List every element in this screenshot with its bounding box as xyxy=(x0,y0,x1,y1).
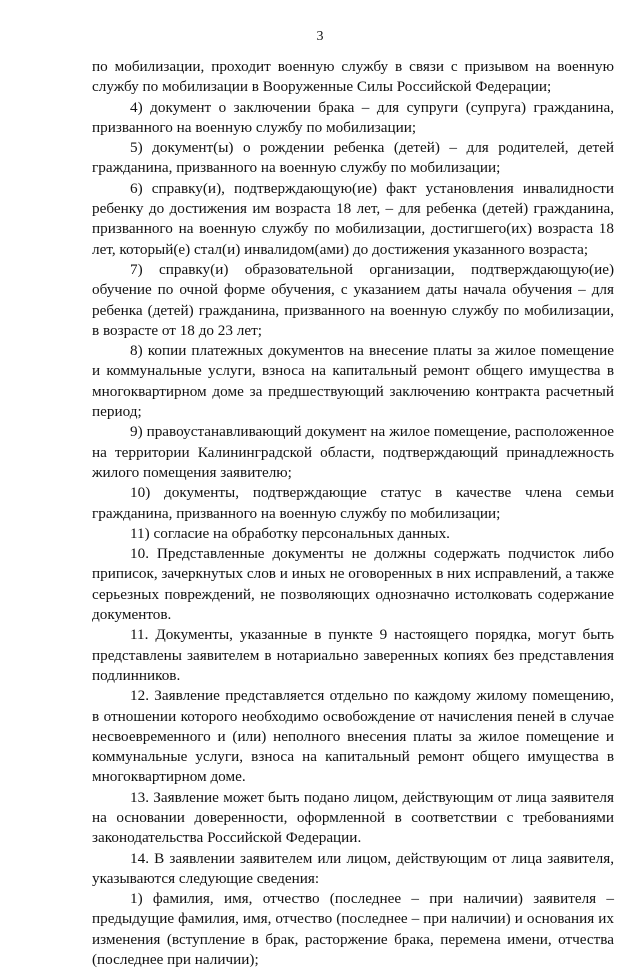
paragraph: 12. Заявление представляется отдельно по каждому жилому помещению, в отношении которого необходимо освобождение от начисления пеней в случае несвоевременного и (или) неполного внесения платы за жилое помещение и коммунальные услуги, взноса на капитальный ремонт общего имущества в многоквартирном доме. xyxy=(92,687,614,786)
paragraph: 7) справку(и) образовательной организации, подтверждающую(ие) обучение по очной форме обучения, с указанием даты начала обучения – для ребенка (детей) гражданина, призванного на военную службу по мобилизации, в возрасте от 18 до 23 лет; xyxy=(92,260,614,339)
paragraph: 8) копии платежных документов на внесение платы за жилое помещение и коммунальные услуги, взноса на капитальный ремонт общего имущества в многоквартирном доме за предшествующий заключению контракта расчетный период; xyxy=(92,342,614,421)
paragraph: 5) документ(ы) о рождении ребенка (детей) – для родителей, детей гражданина, призванного на военную службу по мобилизации; xyxy=(92,139,614,177)
paragraph: 9) правоустанавливающий документ на жилое помещение, расположенное на территории Калининградской области, подтверждающий принадлежность жилого помещения заявителю; xyxy=(92,423,614,481)
paragraph: 14. В заявлении заявителем или лицом, действующим от лица заявителя, указываются следующие сведения: xyxy=(92,849,614,887)
paragraph: 11. Документы, указанные в пункте 9 настоящего порядка, могут быть представлены заявителем в нотариально заверенных копиях без представления подлинников. xyxy=(92,626,614,684)
paragraph: 10. Представленные документы не должны содержать подчисток либо приписок, зачеркнутых слов и иных не оговоренных в них исправлений, а также серьезных повреждений, не позволяющих однозначно истолковать содержание документов. xyxy=(92,545,614,624)
paragraph: 11) согласие на обработку персональных данных. xyxy=(130,524,450,542)
paragraph: 6) справку(и), подтверждающую(ие) факт установления инвалидности ребенку до достижения им возраста 18 лет, – для ребенка (детей) гражданина, призванного на военную службу по мобилизации, достигшего(их) возраста 18 лет, который(е) стал(и) инвалидом(ами) до достижения указанного возраста; xyxy=(92,179,614,258)
document-body xyxy=(92,57,614,970)
paragraph: 1) фамилия, имя, отчество (последнее – при наличии) заявителя – предыдущие фамилия, имя, отчество (последнее – при наличии) и основания их изменения (вступление в брак, расторжение брака, перемена имени, отчества (последнее при наличии); xyxy=(92,890,614,969)
paragraph: 10) документы, подтверждающие статус в качестве члена семьи гражданина, призванного на военную службу по мобилизации; xyxy=(92,484,614,522)
paragraph: 4) документ о заключении брака – для супруги (супруга) гражданина, призванного на военную службу по мобилизации; xyxy=(92,98,614,136)
paragraph: 13. Заявление может быть подано лицом, действующим от лица заявителя на основании доверенности, оформленной в соответствии с требованиями законодательства Российской Федерации. xyxy=(92,788,614,847)
page-number: 3 xyxy=(316,29,324,44)
paragraph: по мобилизации, проходит военную службу в связи с призывом на военную службу по мобилизации в Вооруженные Силы Российской Федерации; xyxy=(92,58,614,96)
